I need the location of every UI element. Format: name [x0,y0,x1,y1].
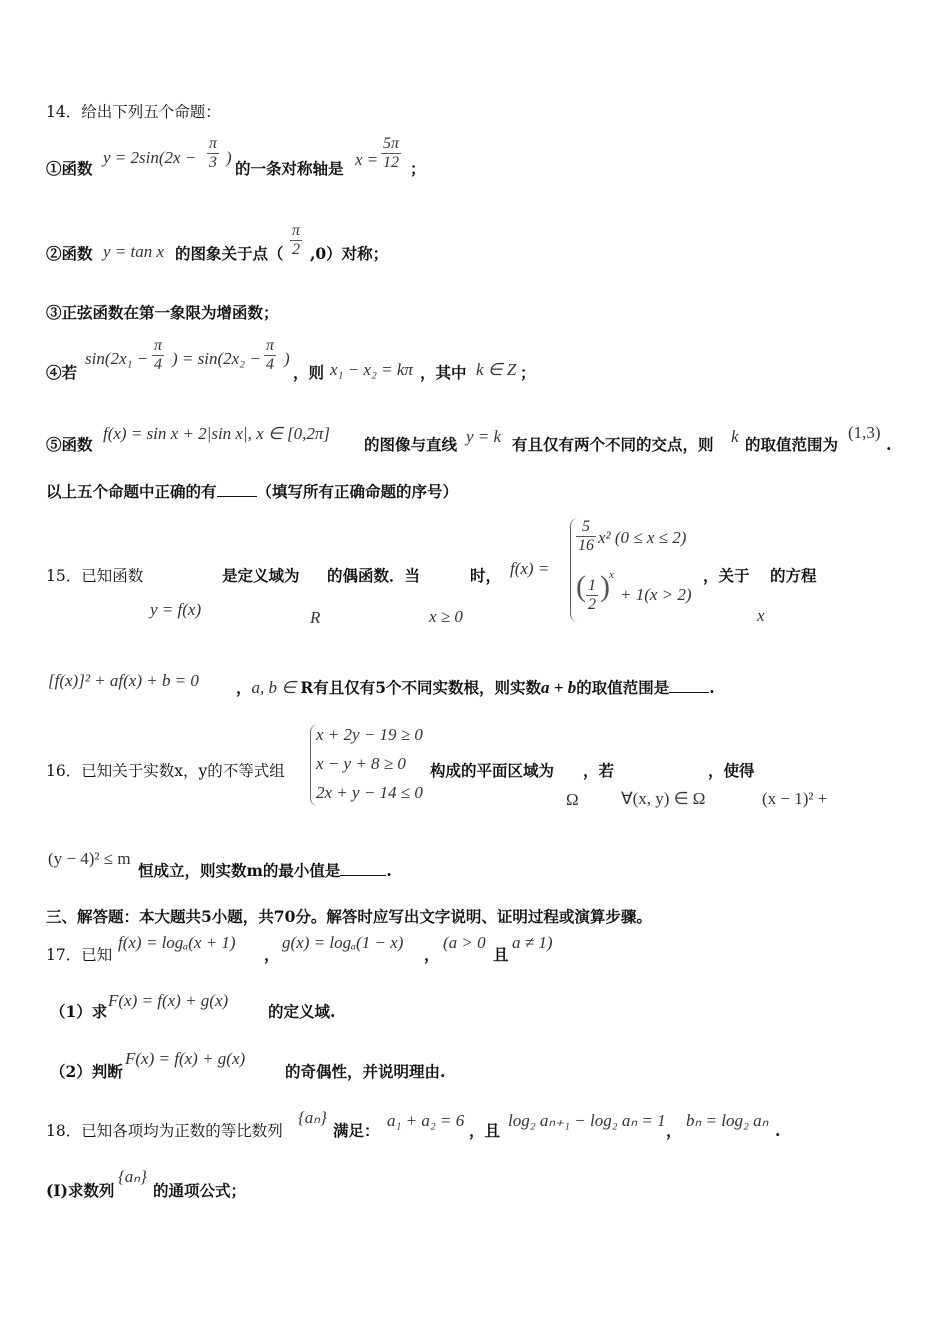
q17-g: g(x) = logₐ(1 − x) [282,933,404,952]
q18-t3: ， [666,1121,682,1140]
q17-p2-formula: F(x) = f(x) + g(x) [125,1049,246,1068]
q15-t5: 的方程 [770,566,817,585]
q14-p1-formula: y = 2sin(2x − [103,148,197,167]
q17-p1-end: 的定义域. [268,1002,336,1021]
q14-p4-frac1: $\frac{\pi}{4}$ [154,337,163,373]
q18-e2: log₂ aₙ₊₁ − log₂ aₙ = 1 [508,1111,666,1130]
q15-eq: [f(x)]² + af(x) + b = 0 [48,671,199,690]
q14-p5-mid: 的图像与直线 [364,435,458,454]
answer-blank[interactable] [217,496,257,497]
q18-p1-seq: {aₙ} [118,1167,147,1186]
q17-cond2: a ≠ 1) [512,933,553,952]
q14-p4-f1: sin(2x₁ − [85,349,149,368]
q17-head: 17．已知 [46,946,113,964]
q16-t3: ，使得 [708,761,755,780]
q14-p5-formula: f(x) = sin x + 2|sin x|, x ∈ [0,2π] [103,424,331,443]
q14-p1-mid: 的一条对称轴是 [235,159,344,178]
q14-p1-end: ； [410,159,426,178]
q14-p4-label: ④若 [46,363,78,382]
q15-case2-frac: $\frac{1}{2}$ [588,577,596,613]
q16-forall: ∀(x, y) ∈ Ω [621,789,706,808]
q17-p2-label: （2）判断 [50,1062,123,1081]
q18-end: . [775,1121,781,1140]
q15-case2: + 1(x > 2) [620,585,692,604]
q16-t1: 构成的平面区域为 [430,761,555,780]
q14-p4-k: k ∈ Z [476,360,517,379]
q15-R: R [310,608,321,627]
q18-p1: (I)求数列 [46,1181,115,1200]
q14-p5-range: (1,3) [848,423,881,442]
q14-p2-frac: $\frac{\pi}{2}$ [292,222,301,258]
q14-p1-xeq: x = [355,150,379,169]
q14-p4-where: ，其中 [420,363,467,382]
q14-p4-f2: ) = sin(2x₂ − [172,349,261,368]
q14-p4-diff: x₁ − x₂ = kπ [330,360,413,379]
q14-p5-k: k [731,427,739,446]
q16-head: 16．已知关于实数x，y的不等式组 [46,762,285,780]
q16-t4: 恒成立，则实数m的最小值是 . [138,861,392,880]
q14-p4-frac2: $\frac{\pi}{4}$ [266,337,275,373]
q15-line1: 15．已知函数 [46,567,144,585]
q17-and: 且 [493,945,509,964]
q16-ineq3: 2x + y − 14 ≤ 0 [316,783,423,802]
q14-p1: ①函数 [46,159,93,178]
q14-p1-formula-end: ) [226,148,232,167]
q15-yf: y = f(x) [150,600,202,619]
q14-p5-label: ⑤函数 [46,435,93,454]
q17-p1-formula: F(x) = f(x) + g(x) [108,991,229,1010]
q17-f: f(x) = logₐ(x + 1) [118,933,236,952]
q17-p2-end: 的奇偶性，并说明理由. [285,1062,446,1081]
q15-case1-frac: $\frac{5}{16}$ [578,518,594,554]
q14-p5-end: . [886,435,892,454]
q14-p4-end: ； [520,363,536,382]
q16-expr2: (y − 4)² ≤ m [48,849,131,868]
q18-e1: a₁ + a₂ = 6 [387,1111,465,1130]
q14-p5-mid3: 的取值范围为 [745,435,839,454]
q18-t2: ，且 [469,1121,501,1140]
q14-p1-ans: $\frac{5\pi}{12}$ [383,135,400,171]
q15-t2: 的偶函数．当 [327,566,421,585]
q15-t1: 是定义域为 [222,566,300,585]
q16-expr1: (x − 1)² + [762,789,828,808]
q14-p5-mid2: 有且仅有两个不同的交点，则 [512,435,714,454]
q14-p2-formula: y = tan x [103,242,165,261]
q14-p2-mid: 的图象关于点（ [175,244,284,263]
q18-head: 18．已知各项均为正数的等比数列 [46,1122,283,1140]
q14-p4-f3: ) [284,349,290,368]
q15-case1: x² (0 ≤ x ≤ 2) [598,528,687,547]
q18-t1: 满足： [333,1121,380,1140]
q15-cond: x ≥ 0 [429,607,463,626]
answer-blank[interactable] [340,875,386,876]
q14-p3: ③正弦函数在第一象限为增函数； [46,303,279,322]
q18-e3: bₙ = log₂ aₙ [686,1111,769,1130]
q14-p2-end: ,0）对称； [310,244,389,263]
q16-ineq2: x − y + 8 ≥ 0 [316,754,406,773]
q15-case2-rparen: ) [600,570,610,603]
q15-case2-pow: x [609,569,614,581]
section-heading: 三、解答题：本大题共5小题，共70分。解答时应写出文字说明、证明过程或演算步骤。 [46,907,652,926]
q17-comma2: ， [424,945,440,964]
q17-cond: (a > 0 [443,933,486,952]
answer-blank[interactable] [669,692,709,693]
q16-omega: Ω [566,790,579,809]
q17-p1-label: （1）求 [50,1002,108,1021]
q16-ineq1: x + 2y − 19 ≥ 0 [316,725,423,744]
q14-head: 14．给出下列五个命题： [46,103,221,121]
q15-t3: 时， [470,566,502,585]
q14-p1-frac: $\frac{\pi}{3}$ [209,135,218,171]
q16-t2: ，若 [583,761,615,780]
q18-seq: {aₙ} [298,1108,327,1127]
q14-summary: 以上五个命题中正确的有 （填写所有正确命题的序号） [46,482,459,501]
q15-case2-lparen: ( [576,570,586,603]
q15-x: x [757,606,765,625]
q15-line3: ，a, b ∈ R有且仅有5个不同实数根，则实数a + b的取值范围是 . [236,678,715,697]
q17-comma1: ， [264,945,280,964]
q14-p4-then: ，则 [293,363,325,382]
q15-t4: ，关于 [703,566,750,585]
q18-p1-end: 的通项公式； [153,1181,247,1200]
q14-p2: ②函数 [46,244,93,263]
q14-p5-line: y = k [466,427,502,446]
q15-fx: f(x) = [510,559,550,578]
